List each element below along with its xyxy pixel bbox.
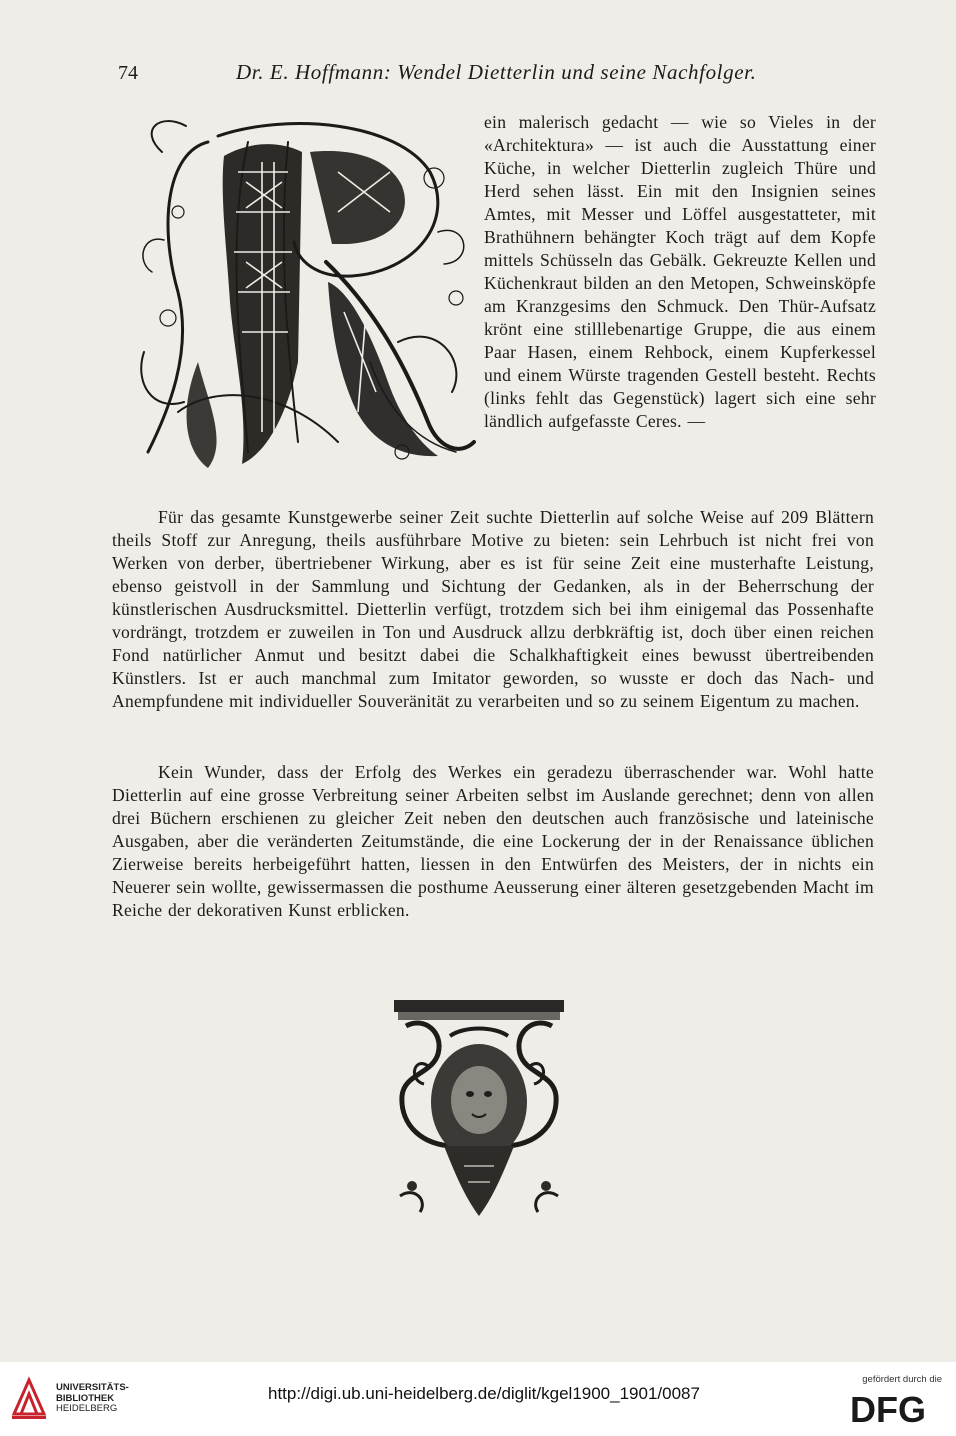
running-title: Dr. E. Hoffmann: Wendel Dietterlin und seine Nachfolger. bbox=[236, 60, 757, 84]
university-library-logo-icon bbox=[10, 1374, 48, 1422]
dfg-logo-icon bbox=[850, 1390, 942, 1426]
library-line-2: BIBLIOTHEK bbox=[56, 1392, 115, 1404]
funding-note: gefördert durch die bbox=[862, 1374, 942, 1385]
ornamental-tailpiece-illustration bbox=[384, 996, 574, 1222]
digitization-footer bbox=[0, 1362, 956, 1436]
paragraph-3: Kein Wunder, dass der Erfolg des Werkes ein geradezu überraschender war. Wohl hatte Dietterlin auf eine grosse Verbreitung seiner Arbeiten selbst im Auslande gerechnet; denn von allen drei Büchern erschienen zu gleicher Zeit neben den deutschen auch französische und lateinische Ausgaben, aber die veränderten Zeitumstände, die eine Lockerung der in der Renaissance üblichen Zierweise bereits herbeigeführt hatten, liessen in den Entwürfen des Meisters, der in nichts ein Neuerer sein wollte, gewissermassen die posthume Aeusserung einer älteren gesetzgebenden Macht im Reiche der dekorativen Kunst erblicken. bbox=[112, 762, 874, 920]
running-head bbox=[110, 60, 890, 90]
page-number: 74 bbox=[118, 62, 138, 84]
library-line-3: HEIDELBERG bbox=[56, 1403, 118, 1414]
paragraph-2: Für das gesamte Kunstgewerbe seiner Zeit suchte Dietterlin auf solche Weise auf 209 Blättern theils Stoff zur Anregung, theils ausführbare Motive zu bieten: sein Lehrbuch ist nicht frei von Werken von derber, übertriebener Wirkung, aber es ist für seine Zeit eine musterhafte Leistung, ebenso geistvoll in der Sammlung und Sichtung der Gedanken, als in der Beherrschung der künstlerischen Ausdrucksmittel. Dietterlin verfügt, trotzdem sich bei ihm einigemal das Possenhafte vordrängt, trotzdem er zuweilen in Ton und Ausdruck allzu derbkräftig ist, doch über einen reichen Fond natürlicher Anmut und besitzt dabei die Schalkhaftigkeit eines bewusst übertreibenden Künstlers. Ist er auch manchmal zum Imitator geworden, so wusste er doch das Nach- und Anempfundene mit individueller Souveränität zu verarbeiten und so zu seinem Eigentum zu machen. bbox=[112, 507, 874, 711]
library-line-1: UNIVERSITÄTS- bbox=[56, 1382, 129, 1393]
permalink-link[interactable]: http://digi.ub.uni-heidelberg.de/diglit/kgel1900_1901/0087 bbox=[268, 1384, 700, 1403]
dfg-logo-text: DFG bbox=[850, 1390, 926, 1426]
decorated-initial-r-illustration bbox=[138, 112, 476, 476]
library-name bbox=[56, 1383, 129, 1415]
paragraph-1: ein malerisch gedacht — wie so Vieles in der «Architektura» — ist auch die Ausstattung einer Küche, in welcher Dietterlin zugleich Thüre und Herd sehen lässt. Ein mit den Insignien seines Amtes, mit Messer und Löffel ausgestatteter, mit Brathühnern behängter Koch trägt auf dem Kopfe mittels Schüsseln das Gebälk. Gekreuzte Kellen und Küchenkraut bilden an den Metopen, Schweinsköpfe am Kranzgesims den Schmuck. Den Thür-Aufsatz krönt eine stilllebenartige Gruppe, die aus einem Paar Hasen, einem Rehbock, einem Kupferkessel und einem Würste tragenden Gestell besteht. Rechts (links fehlt das Gegenstück) lagert sich eine sehr ländlich aufgefasste Ceres. — bbox=[484, 112, 876, 431]
